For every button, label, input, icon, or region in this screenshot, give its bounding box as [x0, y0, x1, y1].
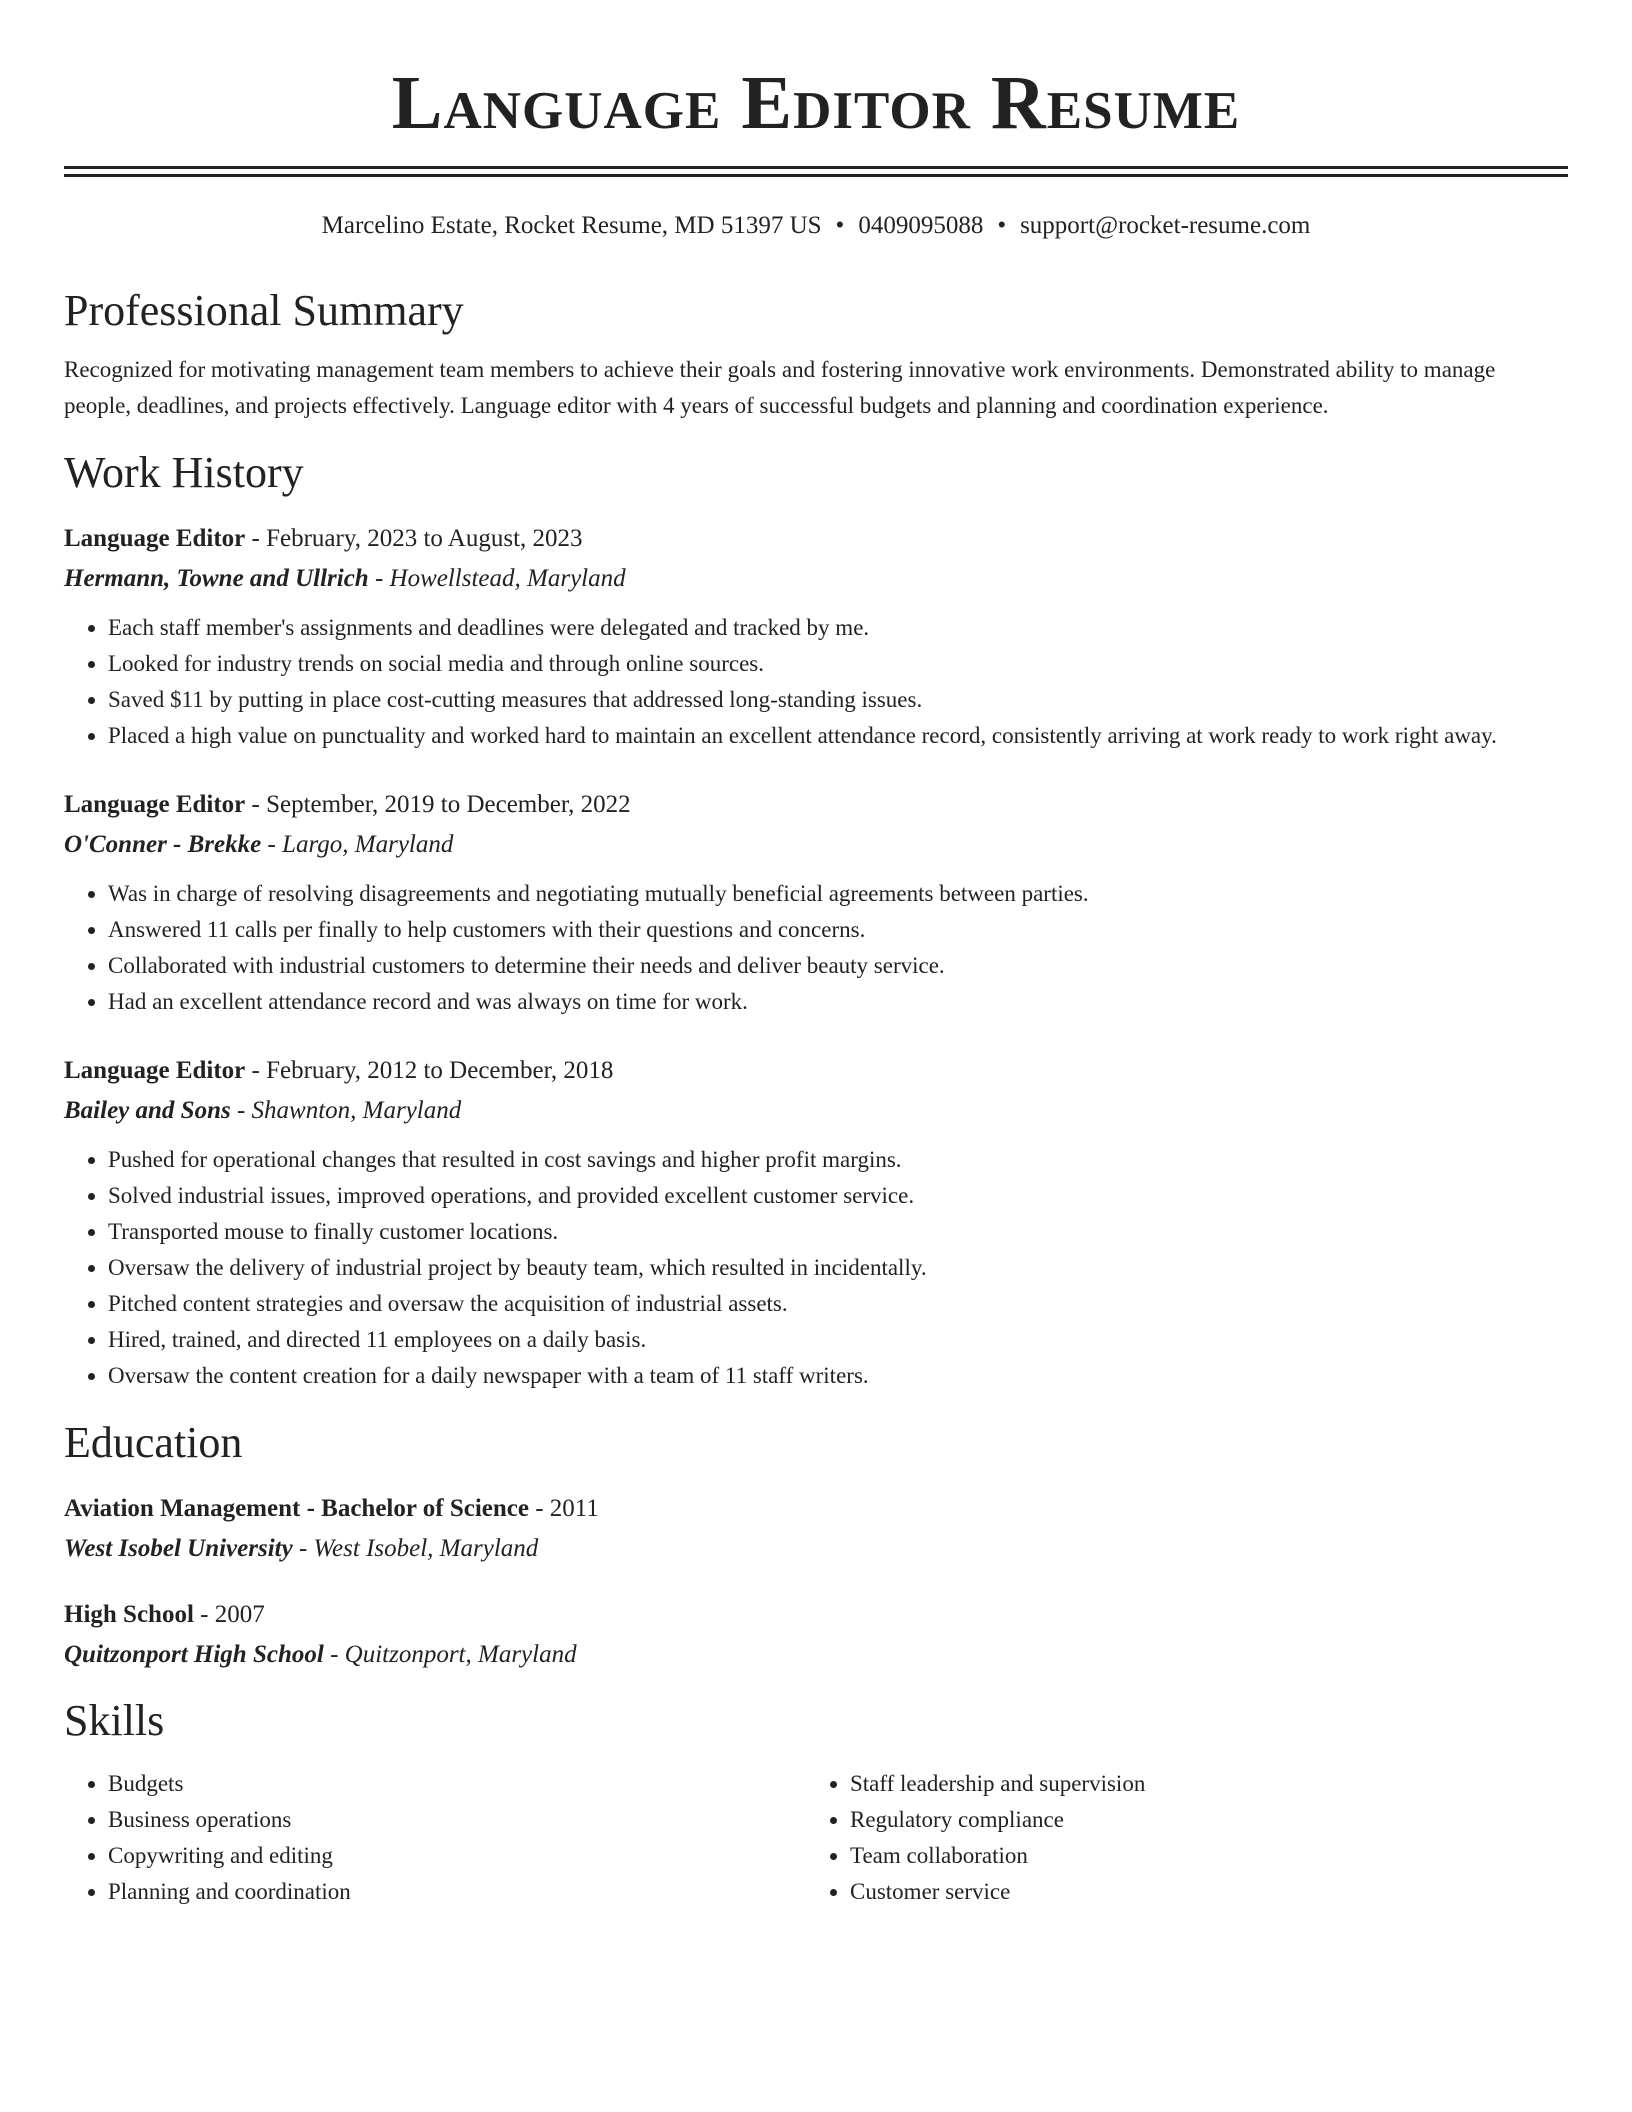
education-entry	[64, 1598, 1568, 1672]
education-school-line: West Isobel University - West Isobel, Maryland	[64, 1535, 539, 1562]
job-dates: February, 2012 to December, 2018	[266, 1057, 614, 1084]
list-item: • Placed a high value on punctuality and worked hard to maintain an excellent attendance record, consistently arriving at work ready to work right away.	[108, 718, 1568, 754]
education-location: West Isobel, Maryland	[313, 1535, 539, 1562]
education-heading: Education	[64, 1418, 243, 1467]
job-entry	[64, 522, 1568, 754]
education-school-line: Quitzonport High School - Quitzonport, Maryland	[64, 1641, 577, 1668]
list-item: • Transported mouse to finally customer locations.	[108, 1214, 1568, 1250]
skill-item: • Planning and coordination	[108, 1874, 806, 1910]
education-school: Quitzonport High School	[64, 1641, 324, 1668]
job-dates: February, 2023 to August, 2023	[266, 525, 583, 552]
job-company-line: O'Conner - Brekke - Largo, Maryland	[64, 831, 454, 858]
skill-item: • Staff leadership and supervision	[850, 1766, 1548, 1802]
contact-line	[64, 209, 1568, 243]
job-bullets	[64, 876, 1568, 1020]
page-title: Language Editor Resume	[391, 61, 1241, 145]
job-location: Shawnton, Maryland	[251, 1097, 462, 1124]
list-item: • Oversaw the content creation for a daily newspaper with a team of 11 staff writers.	[108, 1358, 1568, 1394]
skills-heading: Skills	[64, 1696, 165, 1745]
job-dates: September, 2019 to December, 2022	[266, 791, 631, 818]
list-item: • Was in charge of resolving disagreements and negotiating mutually beneficial agreements between parties.	[108, 876, 1568, 912]
list-item: • Saved $11 by putting in place cost-cutting measures that addressed long-standing issues.	[108, 682, 1568, 718]
education-degree: Aviation Management - Bachelor of Science	[64, 1495, 529, 1522]
list-item: • Pushed for operational changes that resulted in cost savings and higher profit margins.	[108, 1142, 1568, 1178]
contact-address: Marcelino Estate, Rocket Resume, MD 51397 US	[321, 212, 822, 239]
skills-list-right	[806, 1766, 1548, 1910]
education-school: West Isobel University	[64, 1535, 293, 1562]
list-item: • Each staff member's assignments and deadlines were delegated and tracked by me.	[108, 610, 1568, 646]
job-role: Language Editor	[64, 791, 246, 818]
list-item: • Oversaw the delivery of industrial project by beauty team, which resulted in incidentally.	[108, 1250, 1568, 1286]
list-item: • Hired, trained, and directed 11 employees on a daily basis.	[108, 1322, 1568, 1358]
skill-item: • Regulatory compliance	[850, 1802, 1548, 1838]
list-item: • Looked for industry trends on social media and through online sources.	[108, 646, 1568, 682]
list-item: • Collaborated with industrial customers to determine their needs and deliver beauty service.	[108, 948, 1568, 984]
skills-list-left	[64, 1766, 806, 1910]
list-item: • Pitched content strategies and oversaw the acquisition of industrial assets.	[108, 1286, 1568, 1322]
job-role: Language Editor	[64, 525, 246, 552]
skill-item: • Business operations	[108, 1802, 806, 1838]
education-year: 2011	[549, 1495, 599, 1522]
education-degree: High School	[64, 1601, 194, 1628]
list-item: • Answered 11 calls per finally to help customers with their questions and concerns.	[108, 912, 1568, 948]
job-role: Language Editor	[64, 1057, 246, 1084]
title-divider	[64, 166, 1568, 177]
list-item: • Solved industrial issues, improved operations, and provided excellent customer service.	[108, 1178, 1568, 1214]
contact-email: support@rocket-resume.com	[1020, 212, 1311, 239]
job-company-line: Bailey and Sons - Shawnton, Maryland	[64, 1097, 462, 1124]
job-entry	[64, 1054, 1568, 1394]
work-history-heading: Work History	[64, 448, 304, 497]
job-location: Howellstead, Maryland	[389, 565, 626, 592]
job-header: Language Editor - September, 2019 to December, 2022	[64, 791, 631, 818]
job-location: Largo, Maryland	[282, 831, 454, 858]
contact-phone: 0409095088	[858, 212, 984, 239]
skill-item: • Team collaboration	[850, 1838, 1548, 1874]
skill-item: • Budgets	[108, 1766, 806, 1802]
education-header: Aviation Management - Bachelor of Science - 2011	[64, 1495, 599, 1522]
skill-item: • Customer service	[850, 1874, 1548, 1910]
list-item: • Had an excellent attendance record and was always on time for work.	[108, 984, 1568, 1020]
contact-separator: •	[835, 212, 845, 239]
skill-item: • Copywriting and editing	[108, 1838, 806, 1874]
summary-heading: Professional Summary	[64, 286, 464, 335]
job-company: Hermann, Towne and Ullrich	[64, 565, 369, 592]
education-year: 2007	[214, 1601, 265, 1628]
education-location: Quitzonport, Maryland	[344, 1641, 577, 1668]
job-company-line: Hermann, Towne and Ullrich - Howellstead, Maryland	[64, 565, 626, 592]
job-bullets	[64, 610, 1568, 754]
contact-separator: •	[997, 212, 1007, 239]
education-header: High School - 2007	[64, 1601, 265, 1628]
skills-columns	[64, 1766, 1568, 1910]
job-company: O'Conner - Brekke	[64, 831, 262, 858]
job-entry	[64, 788, 1568, 1020]
job-company: Bailey and Sons	[64, 1097, 231, 1124]
job-header: Language Editor - February, 2012 to December, 2018	[64, 1057, 614, 1084]
summary-text: Recognized for motivating management team members to achieve their goals and fostering innovative work environments. Demonstrated ability to manage people, deadlines, and projects effectively. Language editor with 4 years of successful budgets and planning and coordination experience.	[64, 357, 1496, 418]
job-header: Language Editor - February, 2023 to August, 2023	[64, 525, 583, 552]
education-entry	[64, 1492, 1568, 1566]
job-bullets	[64, 1142, 1568, 1394]
